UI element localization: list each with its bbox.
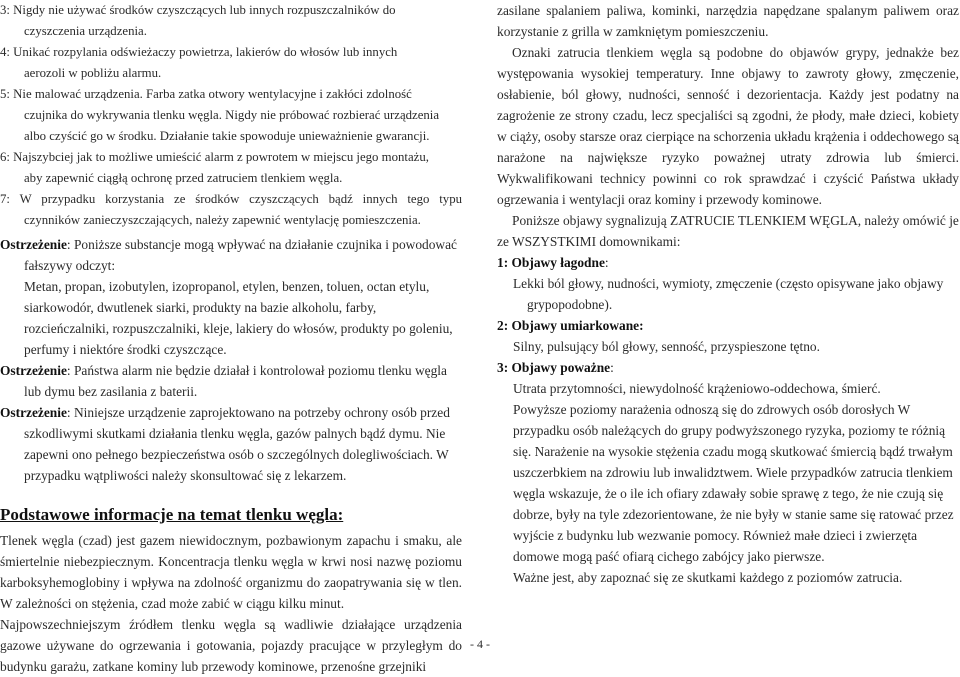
warning-text: : Niniejsze urządzenie zaprojektowano na potrzeby ochrony osób przed szkodliwymi skutkami działania tlenku węgla, gazów palnych bądź dymu. Nie zapewni ono pełnego bezpieczeństwa osób o szczególnych dolegliwościach. W przypadku wątpliwości należy skonsultować się z lekarzem. — [24, 405, 450, 483]
item-7-line-2: czynników zanieczyszczających, należy zapewnić wentylację pomieszczenia. — [24, 213, 421, 227]
exposure-notes-paragraph: Powyższe poziomy narażenia odnoszą się do zdrowych osób dorosłych W przypadku osób należących do grupy podwyższonego ryzyka, poziomy te różnią się. Narażenie na wysokie stężenia czadu mogą skutkować śmiercią bądź trwałym uszczerbkiem na zdrowiu lub inwalidztwem. Wiele przypadków zatrucia tlenkiem węgla wskazuje, że o ile ich ofiary zdawały sobie sprawę z tego, że nie czują się dobrze, były na tyle zdezorientowane, że nie były w stanie same się ratować przez wyjście z budynku lub wezwanie pomocy. Również małe dzieci i zwierzęta domowe mogą paść ofiarą cichego zabójcy jako pierwsze. — [513, 402, 954, 564]
level-heading — [497, 252, 959, 273]
page-number: - 4 - — [470, 637, 490, 651]
warning-label: Ostrzeżenie — [0, 363, 67, 378]
warning-text: : Poniższe substancje mogą wpływać na działanie czujnika i powodować fałszywy odczyt: — [24, 237, 457, 273]
item-5-line-2: czujnika do wykrywania tlenku węgla. Nigdy nie próbować rozbierać urządzenia — [24, 108, 440, 122]
exposure-level-2 — [497, 315, 959, 357]
symptoms-intro: Poniższe objawy sygnalizują ZATRUCIE TLENKIEM WĘGLA, należy omówić je ze WSZYSTKIMI domownikami: — [497, 213, 959, 249]
right-column — [497, 0, 959, 588]
item-6-line-1: 6: Najszybciej jak to możliwe umieścić alarm z powrotem w miejscu jego montażu, — [0, 150, 429, 164]
cleaning-item-7 — [0, 189, 462, 231]
level-name: Objawy poważne — [511, 360, 611, 375]
left-column — [0, 0, 462, 677]
substances-list: Metan, propan, izobutylen, izopropanol, etylen, benzen, toluen, octan etylu, siarkowodór, dwutlenek siarki, produkty na bazie alkoholu, farby, rozcieńczalniki, rozpuszczalniki, kleje, lakiery do włosów, produkty po goleniu, perfumy i niektóre środki czyszczące. — [24, 279, 453, 357]
co-sources-paragraph: Najpowszechniejszym źródłem tlenku węgla są wadliwie działające urządzenia gazowe używane do ogrzewania i gotowania, pojazdy pracujące w przyległym do budynku garażu, zatkane kominy lub przewody kominowe, przenośne grzejniki — [0, 617, 462, 674]
co-intro-paragraph: Tlenek węgla (czad) jest gazem niewidocznym, pozbawionym zapachu i smaku, ale śmiertelnie niebezpiecznym. Koncentracja tlenku węgla w krwi nosi nazwę poziomu karboksyhemoglobiny i wpływa na zdolność organizmu do zaopatrywania się w tlen. W zależności on stężenia, czad może zabić w ciągu kilku minut. — [0, 533, 462, 611]
level-number: 1: — [497, 255, 509, 270]
cleaning-item-4 — [0, 42, 462, 84]
item-7-line-1: 7: W przypadku korzystania ze środków czyszczących bądź innych tego typu — [0, 192, 462, 206]
item-4-line-1: 4: Unikać rozpylania odświeżaczy powietrza, lakierów do włosów lub innych — [0, 45, 398, 59]
level-description: Lekki ból głowy, nudności, wymioty, zmęczenie (często opisywane jako objawy grypopodobne). — [513, 276, 944, 312]
item-3-line-2: czyszczenia urządzenia. — [24, 24, 147, 38]
section-heading: Podstawowe informacje na temat tlenku węgla: — [0, 505, 344, 524]
level-suffix: : — [639, 318, 644, 333]
cleaning-item-6 — [0, 147, 462, 189]
level-name: Objawy umiarkowane — [511, 318, 640, 333]
level-number: 2: — [497, 318, 509, 333]
item-4-line-2: aerozoli w pobliżu alarmu. — [24, 66, 162, 80]
item-5-line-3: albo czyścić go w środku. Działanie takie spowoduje unieważnienie gwarancji. — [24, 129, 430, 143]
cleaning-item-5 — [0, 84, 462, 147]
symptoms-paragraph: Oznaki zatrucia tlenkiem węgla są podobne do objawów grypy, jednakże bez występowania wysokiej temperatury. Inne objawy to zawroty głowy, zmęczenie, osłabienie, ból głowy, nudności, senność i dezorientacja. Każdy jest podatny na zagrożenie ze strony czadu, lecz specjaliści są zgodni, że płody, małe dzieci, kobiety w ciąży, osoby starsze oraz cierpiące na schorzenia układu krążenia i oddechowego są narażone na największe ryzyko poważnej utraty zdrowia lub śmierci. Wykwalifikowani technicy powinni co rok sprawdzać i czyścić Państwa układy ogrzewania i wentylacji oraz kominy i przewody kominowe. — [497, 45, 959, 207]
level-description: Silny, pulsujący ból głowy, senność, przyspieszone tętno. — [513, 339, 820, 354]
level-name: Objawy łagodne — [511, 255, 605, 270]
warning-medical — [0, 402, 462, 486]
item-5-line-1: 5: Nie malować urządzenia. Farba zatka otwory wentylacyjne i zakłóci zdolność — [0, 87, 412, 101]
warning-label: Ostrzeżenie — [0, 405, 67, 420]
level-number: 3: — [497, 360, 509, 375]
level-description: Utrata przytomności, niewydolność krążeniowo-oddechowa, śmierć. — [513, 381, 881, 396]
warning-substances — [0, 234, 462, 276]
item-3-line-1: 3: Nigdy nie używać środków czyszczących lub innych rozpuszczalników do — [0, 3, 396, 17]
warning-battery — [0, 360, 462, 402]
exposure-level-1 — [497, 252, 959, 315]
level-heading — [497, 315, 959, 336]
level-suffix: : — [610, 360, 614, 375]
important-note: Ważne jest, aby zapoznać się ze skutkami każdego z poziomów zatrucia. — [513, 570, 903, 585]
warning-text: : Państwa alarm nie będzie działał i kontrolował poziomu tlenku węgla lub dymu bez zasilania z baterii. — [24, 363, 447, 399]
sources-continued-paragraph: zasilane spalaniem paliwa, kominki, narzędzia napędzane spalanym paliwem oraz korzystanie z grilla w zamkniętym pomieszczeniu. — [497, 3, 959, 39]
cleaning-item-3 — [0, 0, 462, 42]
level-suffix: : — [604, 255, 609, 270]
item-6-line-2: aby zapewnić ciągłą ochronę przed zatruciem tlenkiem węgla. — [24, 171, 343, 185]
level-heading — [497, 357, 959, 378]
warning-label: Ostrzeżenie — [0, 237, 67, 252]
exposure-level-3 — [497, 357, 959, 399]
